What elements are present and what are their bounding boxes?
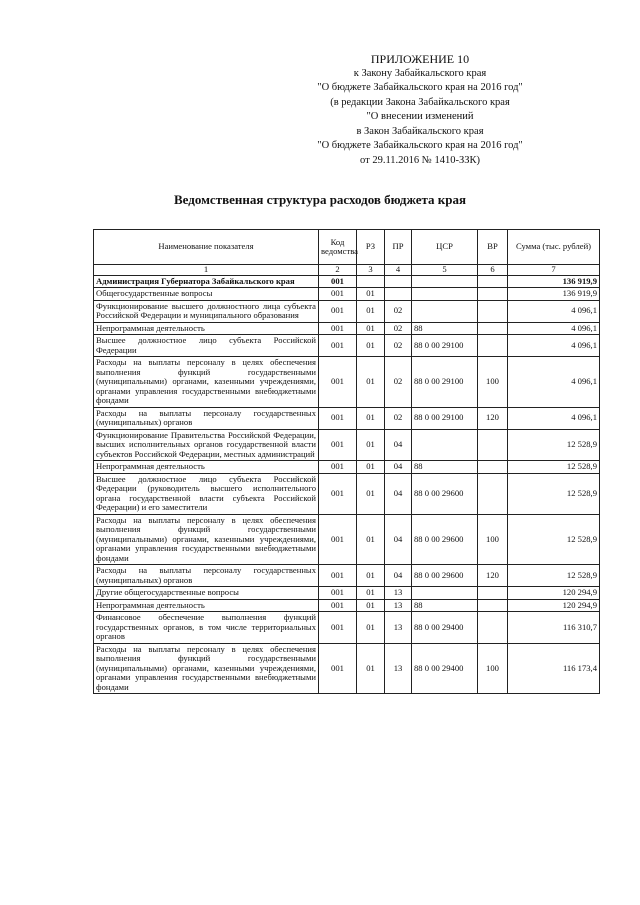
cell-name: Общегосударственные вопросы — [94, 288, 319, 301]
cell-rz: 01 — [357, 599, 385, 612]
cell-csr: 88 — [412, 599, 478, 612]
cell-ved: 001 — [319, 473, 357, 514]
cell-pr: 04 — [385, 473, 412, 514]
cell-name: Расходы на выплаты персоналу в целях обеспечения выполнения функций государственными (муниципальными) органами, казенными учреждениями, органами управления государственными внебюджетными фондами — [94, 643, 319, 694]
cell-rz: 01 — [357, 300, 385, 322]
cell-csr: 88 0 00 29100 — [412, 357, 478, 408]
cell-name: Высшее должностное лицо субъекта Российской Федерации — [94, 335, 319, 357]
cell-name: Финансовое обеспечение выполнения функций государственных органов, в том числе территориальных органов — [94, 612, 319, 644]
cell-csr — [412, 587, 478, 600]
cell-name: Расходы на выплаты персоналу государственных (муниципальных) органов — [94, 565, 319, 587]
table-header-row — [94, 230, 600, 265]
table-row — [94, 407, 600, 429]
cell-csr — [412, 300, 478, 322]
cell-pr: 02 — [385, 300, 412, 322]
cell-pr: 13 — [385, 612, 412, 644]
cell-rz: 01 — [357, 461, 385, 474]
cell-rz: 01 — [357, 429, 385, 461]
document-title: Ведомственная структура расходов бюджета края — [173, 192, 467, 207]
cell-name: Непрограммная деятельность — [94, 599, 319, 612]
cell-vr: 100 — [478, 643, 508, 694]
column-header-csr: ЦСР — [412, 230, 478, 265]
column-header-sum: Сумма (тыс. рублей) — [508, 230, 600, 265]
appendix-title: ПРИЛОЖЕНИЕ 10 — [370, 52, 470, 66]
cell-csr: 88 0 00 29100 — [412, 335, 478, 357]
column-number: 7 — [508, 265, 600, 276]
cell-rz: 01 — [357, 612, 385, 644]
cell-sum: 12 528,9 — [508, 461, 600, 474]
table-row — [94, 612, 600, 644]
cell-csr: 88 — [412, 322, 478, 335]
cell-ved: 001 — [319, 565, 357, 587]
column-header-vr: ВР — [478, 230, 508, 265]
column-number-row — [94, 265, 600, 276]
cell-name: Высшее должностное лицо субъекта Российской Федерации (руководитель высшего исполнительного органа государственной власти субъекта Российской Федерации) и его заместители — [94, 473, 319, 514]
cell-rz: 01 — [357, 565, 385, 587]
cell-csr: 88 0 00 29600 — [412, 473, 478, 514]
table-body — [94, 275, 600, 694]
cell-rz: 01 — [357, 322, 385, 335]
appendix-line: от 29.11.2016 № 1410-ЗЗК) — [360, 154, 480, 166]
cell-ved: 001 — [319, 300, 357, 322]
cell-sum: 12 528,9 — [508, 429, 600, 461]
cell-pr: 13 — [385, 587, 412, 600]
cell-rz — [357, 275, 385, 288]
cell-ved: 001 — [319, 288, 357, 301]
column-number: 2 — [319, 265, 357, 276]
table-row — [94, 643, 600, 694]
column-number: 1 — [94, 265, 319, 276]
cell-rz: 01 — [357, 335, 385, 357]
cell-name: Функционирование высшего должностного лица субъекта Российской Федерации и муниципального образования — [94, 300, 319, 322]
cell-pr — [385, 288, 412, 301]
cell-vr — [478, 612, 508, 644]
cell-vr — [478, 335, 508, 357]
table-row — [94, 514, 600, 565]
cell-name: Администрация Губернатора Забайкальского края — [94, 275, 319, 288]
table-row — [94, 599, 600, 612]
cell-pr: 04 — [385, 461, 412, 474]
cell-ved: 001 — [319, 587, 357, 600]
cell-sum: 12 528,9 — [508, 565, 600, 587]
cell-vr: 120 — [478, 565, 508, 587]
cell-csr — [412, 429, 478, 461]
cell-ved: 001 — [319, 599, 357, 612]
column-number: 4 — [385, 265, 412, 276]
cell-rz: 01 — [357, 587, 385, 600]
cell-sum: 4 096,1 — [508, 335, 600, 357]
cell-ved: 001 — [319, 357, 357, 408]
cell-pr: 02 — [385, 322, 412, 335]
cell-vr: 120 — [478, 407, 508, 429]
column-header-name: Наименование показателя — [94, 230, 319, 265]
cell-name: Непрограммная деятельность — [94, 461, 319, 474]
cell-pr: 04 — [385, 565, 412, 587]
table-row — [94, 461, 600, 474]
cell-sum: 4 096,1 — [508, 357, 600, 408]
cell-ved: 001 — [319, 643, 357, 694]
cell-name: Расходы на выплаты персоналу государственных (муниципальных) органов — [94, 407, 319, 429]
cell-vr — [478, 461, 508, 474]
appendix-line: "О бюджете Забайкальского края на 2016 год" — [317, 82, 523, 93]
cell-ved: 001 — [319, 429, 357, 461]
cell-vr — [478, 429, 508, 461]
cell-sum: 12 528,9 — [508, 514, 600, 565]
cell-csr — [412, 275, 478, 288]
table-row — [94, 565, 600, 587]
column-header-rz: РЗ — [357, 230, 385, 265]
table-row — [94, 288, 600, 301]
cell-vr — [478, 322, 508, 335]
column-number: 5 — [412, 265, 478, 276]
cell-csr: 88 — [412, 461, 478, 474]
table-row — [94, 335, 600, 357]
cell-vr — [478, 473, 508, 514]
cell-csr: 88 0 00 29400 — [412, 643, 478, 694]
cell-pr: 04 — [385, 514, 412, 565]
appendix-header — [300, 52, 540, 168]
cell-pr: 13 — [385, 599, 412, 612]
cell-rz: 01 — [357, 643, 385, 694]
cell-csr: 88 0 00 29400 — [412, 612, 478, 644]
cell-sum: 120 294,9 — [508, 587, 600, 600]
cell-ved: 001 — [319, 514, 357, 565]
cell-vr — [478, 275, 508, 288]
cell-rz: 01 — [357, 473, 385, 514]
cell-sum: 116 173,4 — [508, 643, 600, 694]
cell-csr — [412, 288, 478, 301]
table-row — [94, 473, 600, 514]
cell-csr: 88 0 00 29100 — [412, 407, 478, 429]
cell-name: Расходы на выплаты персоналу в целях обеспечения выполнения функций государственными (муниципальными) органами, казенными учреждениями, органами управления государственными внебюджетными фондами — [94, 514, 319, 565]
cell-sum: 136 919,9 — [508, 288, 600, 301]
cell-sum: 136 919,9 — [508, 275, 600, 288]
cell-pr: 02 — [385, 407, 412, 429]
cell-ved: 001 — [319, 322, 357, 335]
cell-pr: 13 — [385, 643, 412, 694]
cell-pr: 02 — [385, 335, 412, 357]
cell-csr: 88 0 00 29600 — [412, 514, 478, 565]
cell-vr — [478, 288, 508, 301]
cell-sum: 4 096,1 — [508, 300, 600, 322]
cell-sum: 120 294,9 — [508, 599, 600, 612]
cell-pr: 04 — [385, 429, 412, 461]
appendix-line: "О бюджете Забайкальского края на 2016 год" — [317, 140, 523, 151]
cell-ved: 001 — [319, 461, 357, 474]
cell-name: Функционирование Правительства Российской Федерации, высших исполнительных органов государственной власти субъектов Российской Федерации, местных администраций — [94, 429, 319, 461]
cell-pr: 02 — [385, 357, 412, 408]
cell-rz: 01 — [357, 407, 385, 429]
table-row — [94, 357, 600, 408]
cell-vr — [478, 599, 508, 612]
cell-vr — [478, 587, 508, 600]
table-row — [94, 300, 600, 322]
column-number: 6 — [478, 265, 508, 276]
cell-sum: 4 096,1 — [508, 322, 600, 335]
table-row — [94, 322, 600, 335]
cell-ved: 001 — [319, 275, 357, 288]
cell-name: Другие общегосударственные вопросы — [94, 587, 319, 600]
appendix-line: "О внесении изменений — [366, 111, 474, 122]
column-header-pr: ПР — [385, 230, 412, 265]
cell-name: Расходы на выплаты персоналу в целях обеспечения выполнения функций государственными (муниципальными) органами, казенными учреждениями, органами управления государственными внебюджетными фондами — [94, 357, 319, 408]
cell-vr: 100 — [478, 357, 508, 408]
cell-sum: 116 310,7 — [508, 612, 600, 644]
cell-pr — [385, 275, 412, 288]
cell-sum: 4 096,1 — [508, 407, 600, 429]
budget-table — [93, 229, 600, 694]
column-number: 3 — [357, 265, 385, 276]
table-row — [94, 275, 600, 288]
table-row — [94, 587, 600, 600]
appendix-line: (в редакции Закона Забайкальского края — [330, 96, 510, 108]
table-row — [94, 429, 600, 461]
cell-ved: 001 — [319, 407, 357, 429]
cell-ved: 001 — [319, 335, 357, 357]
cell-ved: 001 — [319, 612, 357, 644]
cell-name: Непрограммная деятельность — [94, 322, 319, 335]
cell-rz: 01 — [357, 514, 385, 565]
appendix-line: к Закону Забайкальского края — [353, 67, 487, 79]
cell-vr — [478, 300, 508, 322]
cell-csr: 88 0 00 29600 — [412, 565, 478, 587]
cell-vr: 100 — [478, 514, 508, 565]
cell-sum: 12 528,9 — [508, 473, 600, 514]
cell-rz: 01 — [357, 288, 385, 301]
cell-rz: 01 — [357, 357, 385, 408]
appendix-line: в Закон Забайкальского края — [356, 125, 484, 137]
column-header-ved: Код ведомства — [319, 230, 357, 265]
